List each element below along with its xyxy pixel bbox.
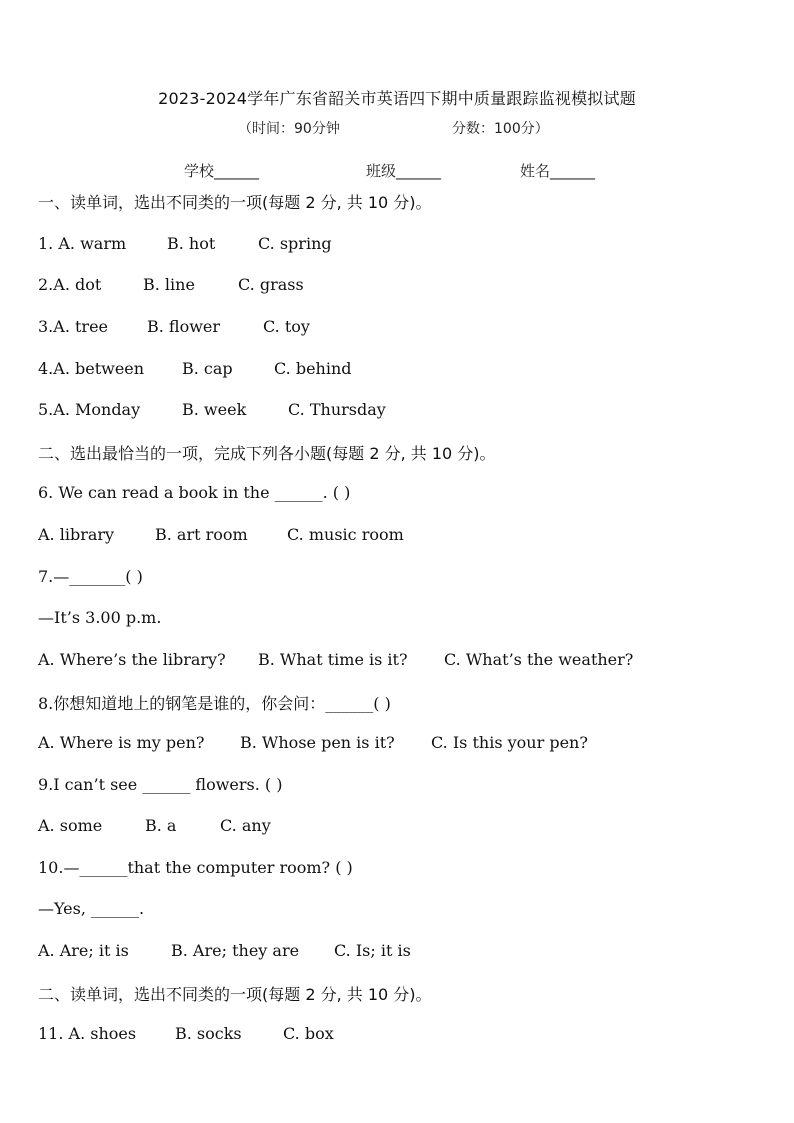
section-heading: 一、读单词，选出不同类的一项(每题 2 分, 共 10 分)。 [38, 193, 432, 212]
question-stem: 8.你想知道地上的钢笔是谁的，你会问：______( ) [38, 694, 391, 713]
question-1 [38, 234, 126, 253]
option-b: B. flower [147, 317, 221, 336]
option-a: 2.A. dot [38, 275, 102, 294]
option-c: C. box [283, 1024, 334, 1043]
option-b: B. Are; they are [171, 941, 300, 960]
question-stem: 10.—______that the computer room? ( ) [38, 858, 353, 877]
option-c: C. grass [238, 275, 304, 294]
dialogue-reply: —Yes, ______. [38, 899, 145, 918]
class-field: 班级______ [366, 162, 442, 180]
option-a: 11. A. shoes [38, 1024, 137, 1043]
option-a: 5.A. Monday [38, 400, 141, 419]
option-b: B. socks [175, 1024, 242, 1043]
option-b: B. Whose pen is it? [240, 733, 395, 752]
option-c: C. music room [287, 525, 404, 544]
school-field: 学校______ [184, 162, 260, 180]
option-b: B. week [182, 400, 247, 419]
section-heading: 二、读单词，选出不同类的一项(每题 2 分, 共 10 分)。 [38, 985, 432, 1004]
question-stem: 9.I can’t see ______ flowers. ( ) [38, 775, 283, 794]
option-c: C. Is this your pen? [431, 733, 588, 752]
option-c: C. Is; it is [334, 941, 411, 960]
option-a: 4.A. between [38, 359, 145, 378]
option-c: C. behind [274, 359, 352, 378]
option-c: C. any [220, 816, 271, 835]
option-c: C. Thursday [288, 400, 386, 419]
dialogue-reply: —It’s 3.00 p.m. [38, 608, 162, 627]
option-b: B. cap [182, 359, 233, 378]
option-c: C. spring [258, 234, 332, 253]
exam-time: （时间：90分钟 [238, 121, 340, 137]
option-a: 1. A. warm [38, 234, 127, 253]
option-b: B. hot [167, 234, 216, 253]
option-a: A. Where is my pen? [38, 733, 205, 752]
question-stem: 6. We can read a book in the ______. ( ) [38, 483, 351, 502]
exam-score: 分数：100分） [452, 121, 549, 137]
page-title: 2023-2024学年广东省韶关市英语四下期中质量跟踪监视模拟试题 [158, 89, 636, 108]
option-c: C. toy [263, 317, 310, 336]
option-a: A. Where’s the library? [38, 650, 226, 669]
option-a: A. some [38, 816, 103, 835]
option-b: B. What time is it? [258, 650, 408, 669]
section-heading: 二、选出最恰当的一项，完成下列各小题(每题 2 分, 共 10 分)。 [38, 444, 496, 463]
question-stem: 7.—_______( ) [38, 567, 143, 586]
option-c: C. What’s the weather? [444, 650, 634, 669]
option-a: 3.A. tree [38, 317, 109, 336]
option-a: A. Are; it is [38, 941, 129, 960]
option-a: A. library [38, 525, 115, 544]
option-b: B. art room [155, 525, 248, 544]
option-b: B. a [145, 816, 177, 835]
option-b: B. line [143, 275, 195, 294]
name-field: 姓名______ [520, 162, 596, 180]
